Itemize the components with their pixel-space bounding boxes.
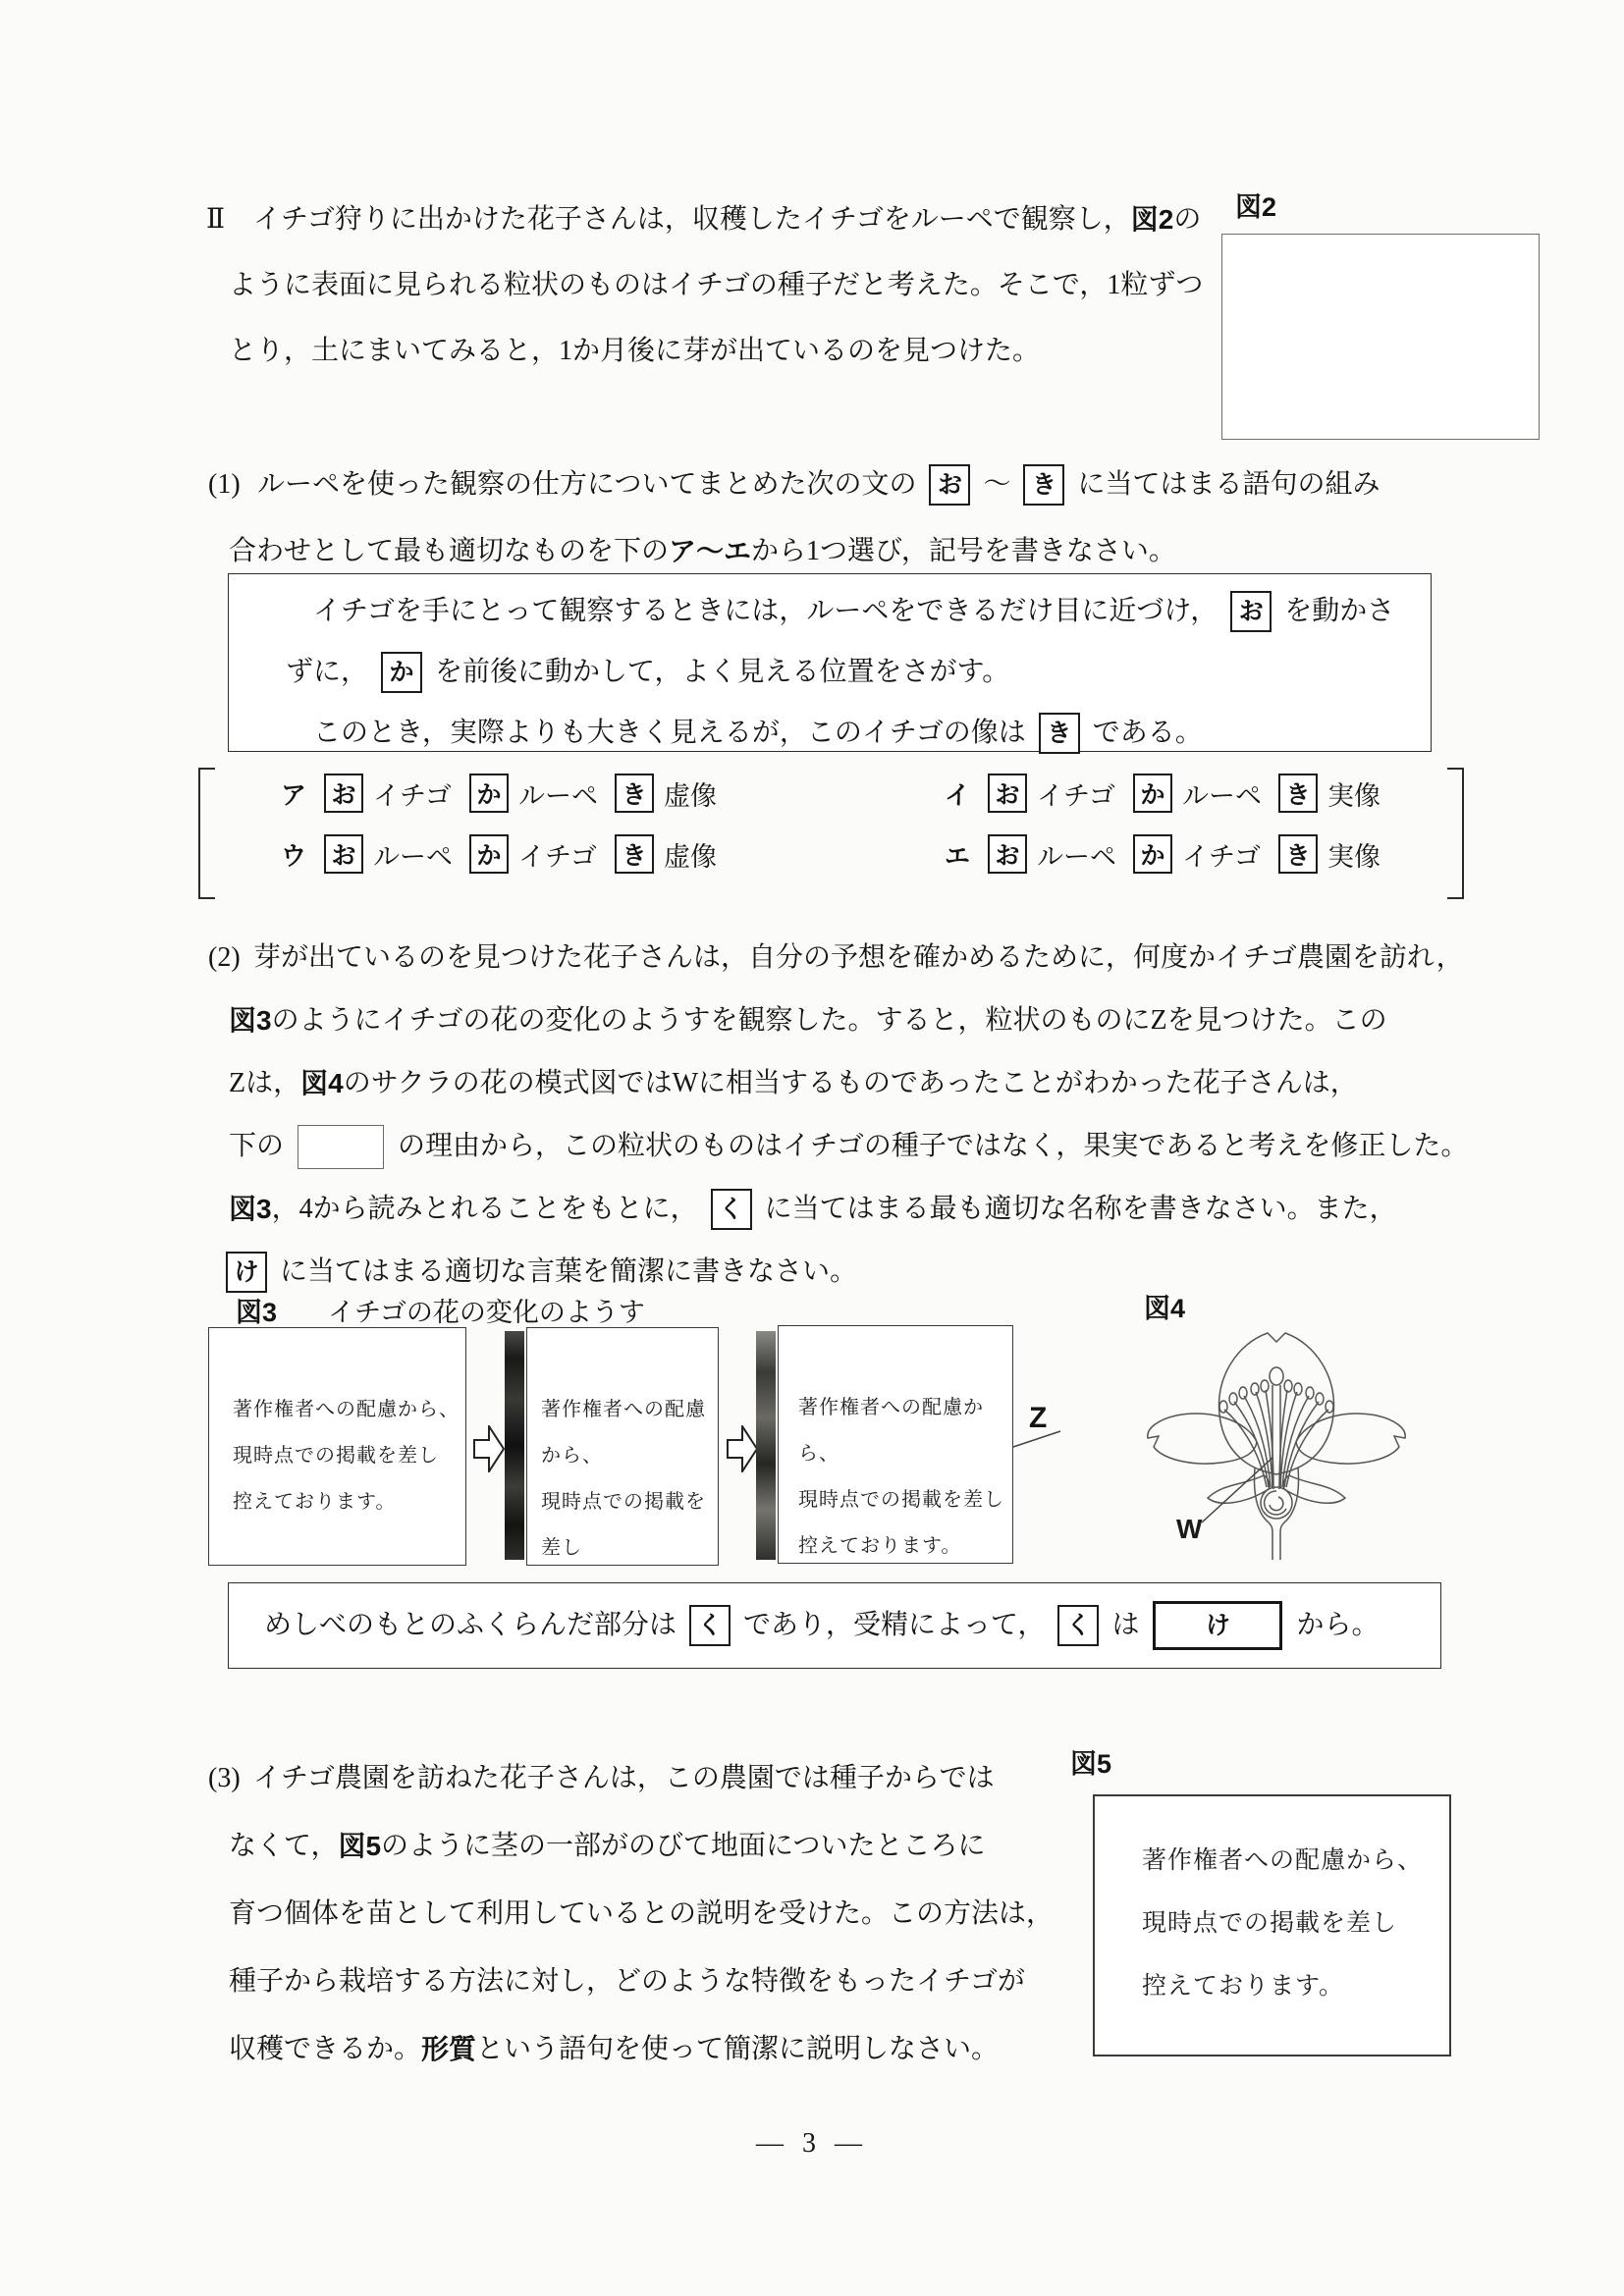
blank-box-ke: け bbox=[226, 1252, 267, 1293]
option-e-word-2: イチゴ bbox=[1182, 841, 1261, 872]
photo-edge-strip bbox=[756, 1331, 776, 1560]
q2-line-2-text: のようにイチゴの花の変化のようすを観察した。すると，粒状のものにZを見つけた。この bbox=[271, 1005, 1387, 1036]
option-i-box-ka: か bbox=[1133, 774, 1172, 813]
q2-line-6-text: に当てはまる適切な言葉を簡潔に書きなさい。 bbox=[280, 1256, 858, 1287]
q1-summary-box bbox=[228, 573, 1432, 752]
option-e bbox=[945, 832, 1386, 876]
intro-line-1-tail: の bbox=[1173, 204, 1202, 235]
option-u-label: ウ bbox=[281, 840, 307, 871]
q2-line-3-text: Zは， bbox=[229, 1068, 301, 1098]
blank-box-ka: か bbox=[381, 652, 422, 693]
blank-box-o-2: お bbox=[1230, 591, 1272, 632]
fig2-label: 図2 bbox=[1235, 192, 1277, 222]
option-i-word-2: ルーペ bbox=[1182, 780, 1263, 811]
fig3-label: 図3 bbox=[236, 1298, 278, 1327]
blank-box-ku: く bbox=[711, 1189, 752, 1230]
q1-line-1 bbox=[257, 461, 1380, 508]
copyright-line: 現時点での掲載を差し bbox=[798, 1489, 1004, 1511]
q2-line-5 bbox=[229, 1186, 1397, 1233]
q2-line-1: 芽が出ているのを見つけた花子さんは，自分の予想を確かめるために，何度かイチゴ農園を訪れ， bbox=[253, 942, 1464, 973]
option-a-box-ki: き bbox=[615, 774, 654, 813]
q2-summary-text-2: であり，受精によって， bbox=[743, 1610, 1046, 1640]
blank-box-o: お bbox=[929, 464, 970, 506]
q2-number: (2) bbox=[208, 942, 241, 973]
q3-line-2-text: なくて， bbox=[229, 1831, 339, 1861]
q3-line-2-tail: のように茎の一部がのびて地面についたところに bbox=[381, 1831, 986, 1861]
fig3-photo-3-placeholder bbox=[778, 1325, 1013, 1564]
copyright-line: 著作権者への配慮から、 bbox=[798, 1397, 984, 1465]
option-e-box-ka: か bbox=[1133, 834, 1172, 874]
q1-summary-line-1-tail: を動かさ bbox=[1284, 596, 1395, 626]
q3-line-3: 育つ個体を苗として利用しているとの説明を受けた。この方法は， bbox=[229, 1898, 1055, 1929]
fig5-ref: 図5 bbox=[338, 1831, 382, 1861]
copyright-line: 著作権者への配慮から、 bbox=[233, 1399, 460, 1420]
fig3-ref: 図3 bbox=[229, 1005, 272, 1036]
fig5-photo-placeholder bbox=[1093, 1794, 1451, 2056]
q2-summary-box bbox=[228, 1582, 1441, 1669]
option-e-word-1: ルーペ bbox=[1037, 841, 1117, 872]
option-u-word-3: 虚像 bbox=[664, 841, 718, 872]
q3-line-5-text: 収穫できるか。 bbox=[229, 2034, 422, 2064]
blank-box-ke-wide: け bbox=[1153, 1601, 1282, 1650]
q1-choices-range: ア～エ bbox=[669, 536, 752, 566]
q1-number: (1) bbox=[208, 469, 241, 500]
option-i-box-ki: き bbox=[1278, 774, 1318, 813]
fig3-z-label: Z bbox=[1029, 1402, 1048, 1434]
reason-blank-box bbox=[298, 1125, 384, 1169]
fig4-ref: 図4 bbox=[300, 1068, 344, 1098]
photo-edge-strip bbox=[505, 1331, 524, 1560]
q1-line-1-text: ルーペを使った観察の仕方についてまとめた次の文の bbox=[257, 469, 917, 500]
intro-line-1-text: イチゴ狩りに出かけた花子さんは，収穫したイチゴをルーペで観察し， bbox=[253, 204, 1131, 235]
option-e-box-o: お bbox=[988, 834, 1027, 874]
q1-summary-line-2-text: ずに， bbox=[286, 657, 369, 687]
blank-box-ku-2: く bbox=[689, 1605, 731, 1646]
blank-box-ki: き bbox=[1023, 464, 1064, 506]
option-a-box-ka: か bbox=[469, 774, 509, 813]
option-u-box-o: お bbox=[324, 834, 363, 874]
option-u-word-2: イチゴ bbox=[518, 841, 597, 872]
copyright-line: 著作権者への配慮から、 bbox=[541, 1399, 706, 1467]
fig3-title: イチゴの花の変化のようす bbox=[328, 1298, 645, 1327]
option-i-label: イ bbox=[945, 779, 971, 810]
block-arrow-right-icon bbox=[727, 1425, 758, 1472]
q3-line-5-tail: という語句を使って簡潔に説明しなさい。 bbox=[476, 2034, 1000, 2064]
q1-summary-line-3-tail: である。 bbox=[1092, 718, 1203, 748]
q2-line-3-tail: のサクラの花の模式図ではWに相当するものであったことがわかった花子さんは， bbox=[343, 1068, 1358, 1098]
fig3-photo-1-placeholder bbox=[208, 1327, 466, 1566]
q3-keyword: 形質 bbox=[421, 2034, 477, 2064]
q3-line-5 bbox=[229, 2026, 999, 2073]
q2-summary-text-4: から。 bbox=[1296, 1610, 1380, 1640]
option-a-word-2: ルーペ bbox=[518, 780, 599, 811]
intro-line-1 bbox=[253, 196, 1201, 243]
intro-line-2: ように表面に見られる粒状のものはイチゴの種子だと考えた。そこで，1粒ずつ bbox=[229, 270, 1204, 300]
q1-line-1-tail: に当てはまる語句の組み bbox=[1077, 469, 1380, 500]
q2-summary-line bbox=[264, 1602, 1380, 1649]
section-label: Ⅱ bbox=[206, 204, 226, 235]
option-i bbox=[945, 772, 1386, 815]
q2-line-3 bbox=[229, 1060, 1358, 1107]
options-bracket-right bbox=[1447, 768, 1464, 899]
q3-line-2 bbox=[229, 1823, 985, 1870]
option-u-box-ki: き bbox=[615, 834, 654, 874]
q2-summary-text-3: は bbox=[1111, 1610, 1140, 1640]
q2-line-5-tail: に当てはまる最も適切な名称を書きなさい。また， bbox=[764, 1194, 1397, 1224]
option-a-word-3: 虚像 bbox=[664, 780, 718, 811]
q2-line-4-text: 下の bbox=[229, 1131, 285, 1161]
copyright-line: 現時点での掲載を差し bbox=[233, 1445, 439, 1467]
q1-summary-line-3 bbox=[313, 710, 1203, 757]
option-i-word-1: イチゴ bbox=[1037, 780, 1115, 811]
copyright-line: 著作権者への配慮から、 bbox=[1142, 1847, 1424, 1874]
copyright-line: 控えております。 bbox=[233, 1491, 397, 1513]
q1-line-2-text: 合わせとして最も適切なものを下の bbox=[229, 536, 670, 566]
fig4-w-label: W bbox=[1176, 1514, 1203, 1544]
copyright-line: 控えております。 bbox=[1142, 1973, 1345, 2000]
options-bracket-left bbox=[198, 768, 215, 899]
option-a-box-o: お bbox=[324, 774, 363, 813]
block-arrow-right-icon bbox=[473, 1425, 505, 1472]
q1-line-2 bbox=[229, 528, 1176, 575]
q1-summary-line-2-tail: を前後に動かして，よく見える位置をさがす。 bbox=[435, 657, 1010, 687]
page-number: — 3 — bbox=[756, 2128, 868, 2159]
fig4-label: 図4 bbox=[1144, 1294, 1186, 1323]
q3-number: (3) bbox=[208, 1763, 241, 1793]
q3-line-1: イチゴ農園を訪ねた花子さんは，この農園では種子からでは bbox=[253, 1763, 995, 1793]
q2-summary-text-1: めしべのもとのふくらんだ部分は bbox=[264, 1610, 677, 1640]
copyright-line: 控えております。 bbox=[798, 1535, 962, 1557]
blank-box-ku-3: く bbox=[1057, 1605, 1099, 1646]
fig3-ref-2: 図3 bbox=[229, 1194, 272, 1224]
fig3-photo-2-placeholder bbox=[526, 1327, 719, 1566]
fig5-label: 図5 bbox=[1070, 1749, 1112, 1779]
option-a-word-1: イチゴ bbox=[373, 780, 452, 811]
q1-summary-line-1-text: イチゴを手にとって観察するときには，ルーペをできるだけ目に近づけ， bbox=[313, 596, 1218, 626]
q2-line-6 bbox=[226, 1249, 857, 1296]
q2-line-5-text: ，4から読みとれることをもとに， bbox=[271, 1194, 698, 1224]
option-u-word-1: ルーペ bbox=[373, 841, 454, 872]
tilde: ～ bbox=[983, 469, 1011, 500]
q1-summary-line-3-text: このとき，実際よりも大きく見えるが，このイチゴの像は bbox=[313, 718, 1026, 748]
q1-summary-line-1 bbox=[313, 588, 1394, 635]
option-e-word-3: 実像 bbox=[1327, 841, 1381, 872]
q3-line-4: 種子から栽培する方法に対し，どのような特徴をもったイチゴが bbox=[229, 1966, 1025, 1997]
option-a bbox=[281, 772, 723, 815]
option-e-box-ki: き bbox=[1278, 834, 1318, 874]
q2-line-4 bbox=[229, 1123, 1468, 1170]
intro-line-3: とり，土にまいてみると，1か月後に芽が出ているのを見つけた。 bbox=[229, 336, 1041, 366]
option-u bbox=[281, 832, 723, 876]
fig2-image-placeholder bbox=[1221, 234, 1540, 440]
q1-summary-line-2 bbox=[286, 649, 1009, 696]
copyright-line: 現時点での掲載を差し bbox=[1142, 1910, 1398, 1937]
q2-line-2 bbox=[229, 997, 1387, 1044]
blank-box-ki-2: き bbox=[1039, 713, 1080, 754]
copyright-line: 現時点での掲載を差し bbox=[541, 1491, 706, 1559]
q1-line-2-tail: から1つ選び，記号を書きなさい。 bbox=[751, 536, 1176, 566]
option-i-box-o: お bbox=[988, 774, 1027, 813]
fig2-ref: 図2 bbox=[1130, 204, 1174, 235]
q2-line-4-tail: の理由から，この粒状のものはイチゴの種子ではなく，果実であると考えを修正した。 bbox=[398, 1131, 1469, 1161]
option-e-label: エ bbox=[945, 840, 971, 871]
option-i-word-3: 実像 bbox=[1327, 780, 1381, 811]
sakura-flower-diagram bbox=[1129, 1320, 1424, 1561]
option-u-box-ka: か bbox=[469, 834, 509, 874]
option-a-label: ア bbox=[281, 779, 307, 810]
